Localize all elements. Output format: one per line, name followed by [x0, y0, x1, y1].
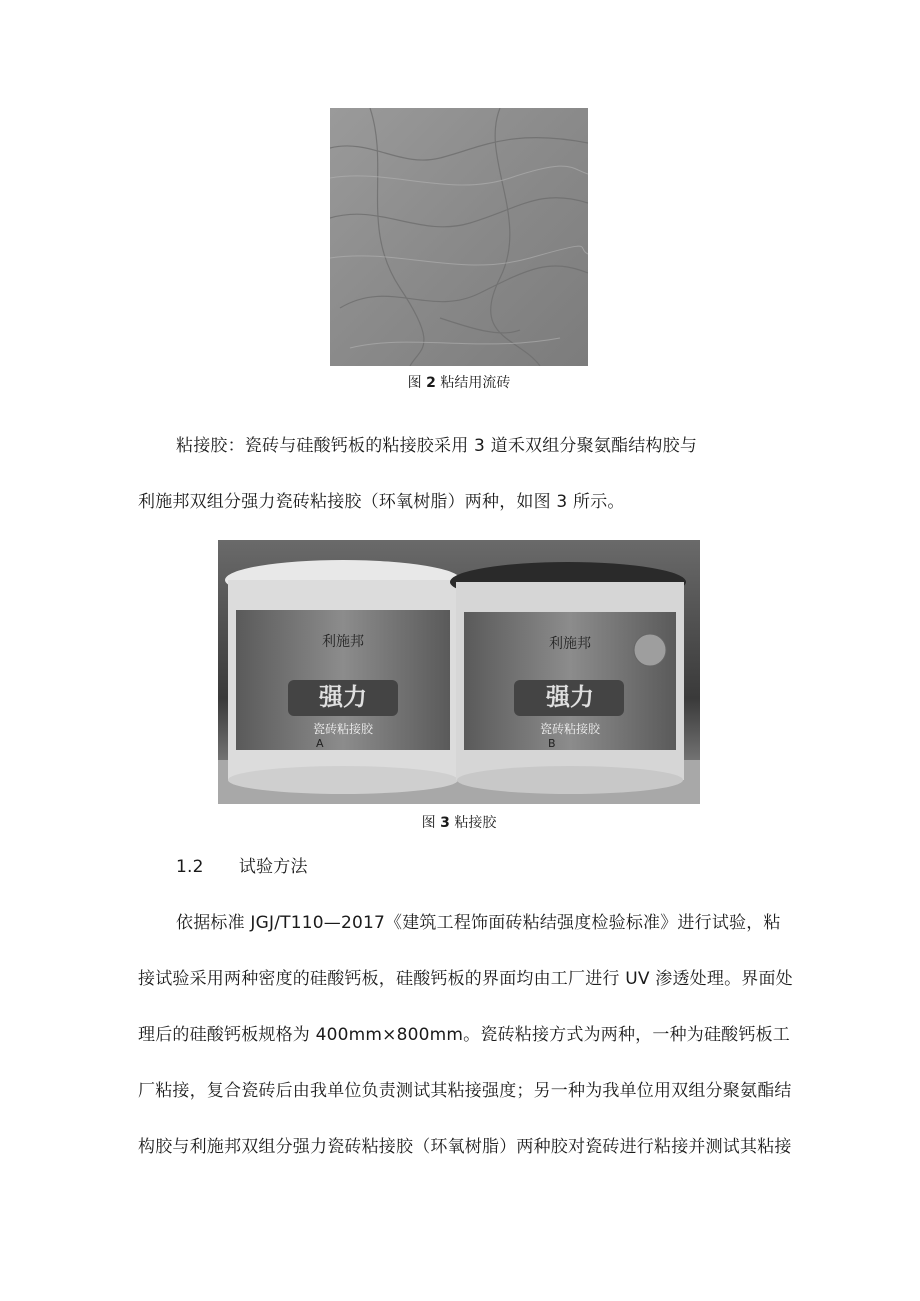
caption-prefix: 图: [421, 815, 436, 831]
paragraph-1-line-1: 粘接胶：瓷砖与硅酸钙板的粘接胶采用 3 道禾双组分聚氨酯结构胶与: [176, 436, 698, 456]
caption-text: 粘接胶: [454, 815, 497, 831]
figure-2-tile-image: [330, 108, 588, 366]
figure-3-adhesive-image: [218, 540, 700, 804]
section-number: 1.2: [176, 857, 204, 877]
bucket-right-brand: 利施邦: [549, 636, 591, 652]
bucket-right-part: B: [548, 737, 556, 750]
bucket-left-part: A: [316, 737, 324, 750]
figure-3-caption: [218, 812, 700, 832]
adhesive-photo: [218, 540, 700, 804]
bucket-left: [225, 560, 461, 794]
paragraph-2-line-2: 接试验采用两种密度的硅酸钙板，硅酸钙板的界面均由工厂进行 UV 渗透处理。界面处: [138, 969, 793, 989]
figure-2-caption: [330, 372, 588, 392]
bucket-right: [450, 562, 686, 794]
caption-prefix: 图: [407, 375, 422, 391]
paragraph-2-line-4: 厂粘接，复合瓷砖后由我单位负责测试其粘接强度；另一种为我单位用双组分聚氨酯结: [138, 1081, 792, 1101]
caption-number: 3: [440, 815, 450, 831]
bucket-left-subtitle: 瓷砖粘接胶: [312, 722, 374, 736]
paragraph-2-line-3: 理后的硅酸钙板规格为 400mm×800mm。瓷砖粘接方式为两种，一种为硅酸钙板工: [138, 1025, 790, 1045]
paragraph-2-line-1: 依据标准 JGJ/T110—2017《建筑工程饰面砖粘结强度检验标准》进行试验，粘: [176, 913, 781, 933]
paragraph-2-line-5: 构胶与利施邦双组分强力瓷砖粘接胶（环氧树脂）两种胶对瓷砖进行粘接并测试其粘接: [138, 1137, 792, 1157]
bucket-right-title: 强力: [546, 683, 594, 711]
section-heading: [176, 857, 308, 877]
section-title: 试验方法: [238, 857, 308, 877]
caption-number: 2: [426, 375, 436, 391]
paragraph-1-line-2: 利施邦双组分强力瓷砖粘接胶（环氧树脂）两种，如图 3 所示。: [138, 492, 625, 512]
bucket-right-subtitle: 瓷砖粘接胶: [539, 722, 601, 736]
bucket-left-brand: 利施邦: [322, 634, 364, 650]
bucket-left-title: 强力: [319, 683, 367, 711]
tile-photo: [330, 108, 588, 366]
caption-text: 粘结用流砖: [440, 375, 511, 391]
